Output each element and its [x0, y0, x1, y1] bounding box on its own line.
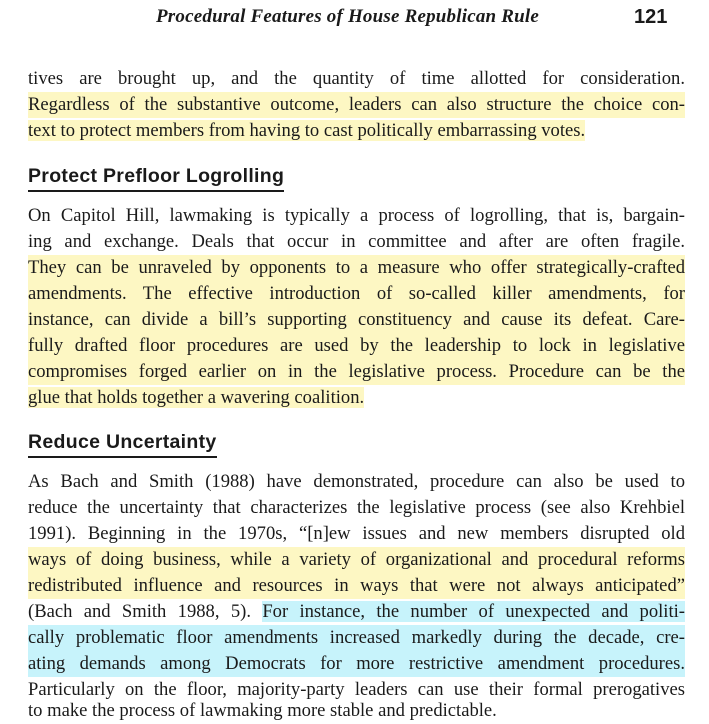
page-number: 121 [634, 6, 668, 28]
section1-line-2: ing and exchange. Deals that occur in committee and after are often fragile. [28, 231, 685, 252]
running-head: Procedural Features of House Republican Rule [156, 6, 540, 27]
section2-line-6: (Bach and Smith 1988, 5). For instance, the number of unexpected and politi- [28, 601, 685, 622]
section1-line-6: fully drafted floor procedures are used by the leadership to lock in legislative [28, 333, 685, 359]
section2-line-7: cally problematic floor amendments increased markedly during the decade, cre- [28, 625, 685, 651]
section2-line-4: ways of doing business, while a variety of organizational and procedural reforms [28, 547, 685, 573]
section2-line-1: As Bach and Smith (1988) have demonstrated, procedure can also be used to [28, 471, 685, 492]
section1-line-5: instance, can divide a bill’s supporting constituency and cause its defeat. Care- [28, 307, 685, 333]
section-heading-reduce-uncertainty: Reduce Uncertainty [28, 429, 217, 458]
page-header [0, 6, 709, 34]
section2-line-10: to make the process of lawmaking more stable and predictable. [28, 700, 497, 721]
section2-line-2: reduce the uncertainty that characterizes the legislative process (see also Krehbiel [28, 497, 685, 518]
section1-line-1: On Capitol Hill, lawmaking is typically a process of logrolling, that is, bargain- [28, 205, 685, 226]
section2-line-8: ating demands among Democrats for more restrictive amendment procedures. [28, 651, 685, 677]
section1-line-4: amendments. The effective introduction of so-called killer amendments, for [28, 281, 685, 307]
cyan-highlight-start: For instance, the number of unexpected and politi- [262, 601, 685, 622]
section1-line-8: glue that holds together a wavering coalition. [28, 387, 365, 408]
section2-line-5: redistributed influence and resources in ways that were not always anticipated” [28, 573, 685, 599]
section-heading-prefloor-logrolling: Protect Prefloor Logrolling [28, 163, 284, 192]
section2-line-3: 1991). Beginning in the 1970s, “[n]ew issues and new members disrupted old [28, 523, 685, 544]
highlight-phrase: politically embarrassing votes. [357, 120, 586, 141]
intro-line-3: text to protect members from having to cast politically embarrassing votes. [28, 120, 586, 141]
section1-line-7: compromises forged earlier on in the legislative process. Procedure can be the [28, 359, 685, 385]
section2-line-9: Particularly on the floor, majority-party leaders can use their formal prerogatives [28, 679, 685, 700]
intro-line-2: Regardless of the substantive outcome, leaders can also structure the choice con- [28, 92, 685, 118]
intro-line-1: tives are brought up, and the quantity of time allotted for consideration. [28, 68, 685, 89]
section1-line-3: They can be unraveled by opponents to a measure who offer strategically-crafted [28, 255, 685, 281]
